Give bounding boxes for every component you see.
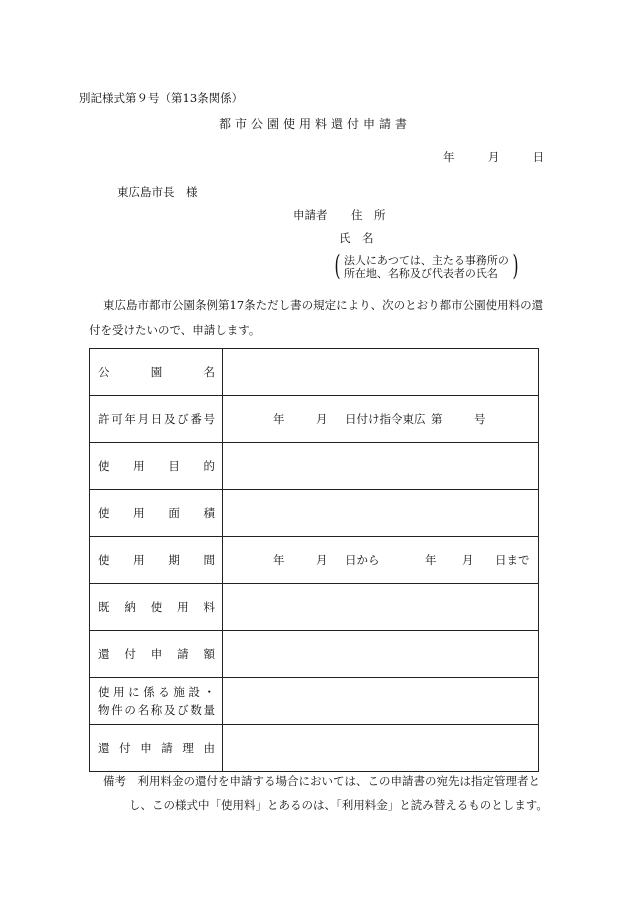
row-purpose — [90, 443, 539, 490]
permit-day-ref: 日付け指令東広 — [345, 412, 426, 426]
date-year: 年 — [443, 150, 455, 164]
corporation-note-line-2: 所在地、名称及び代表者の氏名 — [343, 267, 498, 280]
date-day: 日 — [532, 150, 545, 164]
corporation-note-line-1: 法人にあつては、主たる事務所の — [343, 254, 509, 267]
label-area: 使 用 面 積 — [90, 490, 223, 537]
row-refund-amount — [90, 631, 539, 678]
period-from-year: 年 — [273, 553, 285, 567]
permit-year: 年 — [273, 412, 285, 426]
date-line — [443, 152, 544, 164]
row-area — [90, 490, 539, 537]
field-area[interactable] — [223, 490, 539, 537]
label-facility — [90, 678, 223, 725]
document-title: 都市公園使用料還付申請書 — [218, 117, 411, 131]
label-period: 使 用 期 間 — [90, 537, 223, 584]
remarks-line-2: し、この様式中「使用料」とあるのは、「利用料金」と読み替えるものとします。 — [129, 798, 548, 812]
period-to-year: 年 — [425, 553, 437, 567]
label-permit: 許 可 年 月 日 及 び 番 号 — [90, 396, 223, 443]
permit-month: 月 — [316, 412, 328, 426]
row-permit — [90, 396, 539, 443]
field-refund-amount[interactable] — [223, 631, 539, 678]
row-park-name — [90, 349, 539, 396]
address-label: 住 所 — [351, 208, 386, 222]
intro-line-2: 付を受けたいので、申請します。 — [89, 323, 261, 337]
field-period[interactable] — [223, 537, 539, 584]
date-month: 月 — [487, 150, 500, 164]
period-to-day: 日まで — [495, 553, 530, 567]
applicant-label: 申請者 — [293, 208, 328, 222]
period-from-day: 日から — [345, 553, 380, 567]
permit-go: 号 — [474, 412, 486, 426]
permit-no: 第 — [431, 412, 443, 426]
corporation-note — [332, 249, 521, 282]
period-to-month: 月 — [462, 553, 474, 567]
label-park-name: 公 園 名 — [90, 349, 223, 396]
intro-line-1: 東広島市都市公園条例第17条ただし書の規定により、次のとおり都市公園使用料の還 — [103, 298, 544, 312]
remarks-line-1: 備考 利用料金の還付を申請する場合においては、この申請書の宛先は指定管理者と — [103, 774, 540, 788]
label-reason: 還 付 申 請 理 由 — [90, 725, 223, 772]
open-paren: ( — [334, 249, 341, 282]
field-park-name[interactable] — [223, 349, 539, 396]
application-table — [89, 348, 539, 772]
field-facility[interactable] — [223, 678, 539, 725]
field-permit[interactable] — [223, 396, 539, 443]
row-period — [90, 537, 539, 584]
label-paid-fee: 既 納 使 用 料 — [90, 584, 223, 631]
field-paid-fee[interactable] — [223, 584, 539, 631]
addressee: 東広島市長 様 — [117, 185, 198, 199]
period-from-month: 月 — [316, 553, 328, 567]
label-facility-line-1: 使 用 に 係 る 施 設 ・ — [98, 685, 215, 699]
field-purpose[interactable] — [223, 443, 539, 490]
row-paid-fee — [90, 584, 539, 631]
row-reason — [90, 725, 539, 772]
name-label: 氏 名 — [339, 231, 374, 245]
form-number: 別記様式第９号（第13条関係） — [79, 91, 244, 105]
field-reason[interactable] — [223, 725, 539, 772]
label-refund-amount: 還 付 申 請 額 — [90, 631, 223, 678]
row-facility — [90, 678, 539, 725]
label-purpose: 使 用 目 的 — [90, 443, 223, 490]
label-facility-line-2: 物 件 の 名 称 及 び 数 量 — [98, 703, 215, 717]
close-paren: ) — [512, 249, 519, 282]
